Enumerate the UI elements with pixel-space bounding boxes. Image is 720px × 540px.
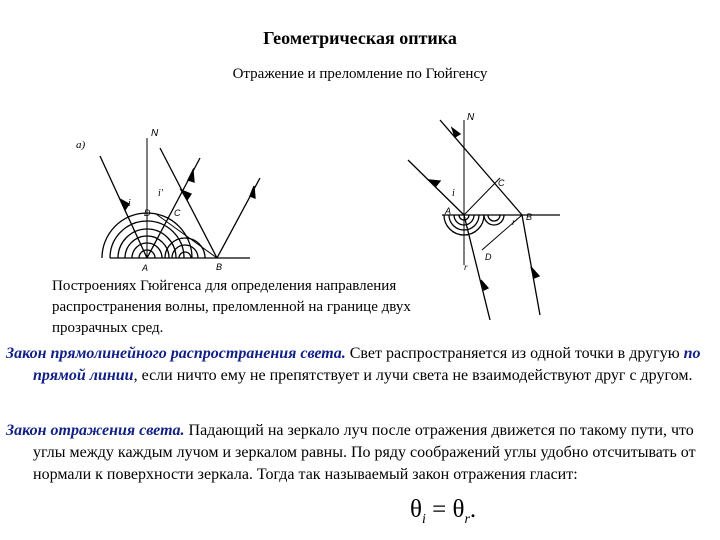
label-r: r xyxy=(464,262,468,272)
reflection-formula: $\theta_i = \theta_r$. xyxy=(410,496,477,527)
paragraph-text: Падающий на зеркало луч после отражения движется по такому пути, что углы между каждым лучом и зеркалом равны. По ряду соображений углы удобно отсчитывать от нормали к поверхности зеркала. Тогда так называемый закон отражения гласит: xyxy=(33,422,696,483)
label-c: C xyxy=(498,178,505,188)
panel-label: а) xyxy=(76,139,86,151)
label-n: N xyxy=(151,128,159,139)
label-i-prime: i' xyxy=(158,188,163,199)
label-d: D xyxy=(144,208,151,218)
page-title: Геометрическая оптика xyxy=(263,28,457,48)
paragraph-rectilinear xyxy=(6,343,714,387)
paragraph-lead: Закон прямолинейного распространения света. xyxy=(6,345,346,362)
paragraph-text: , если ничто ему не препятствует и лучи света не взаимодействуют друг с другом. xyxy=(133,367,693,384)
label-n: N xyxy=(467,112,475,123)
paragraph-text: Свет распространяется из одной точки в другую xyxy=(345,345,684,362)
label-d: D xyxy=(485,252,492,262)
reflection-diagram xyxy=(70,118,270,276)
label-c: C xyxy=(174,208,181,218)
page-subtitle: Отражение и преломление по Гюйгенсу xyxy=(232,66,488,82)
paragraph-reflection xyxy=(6,420,714,486)
label-b: B xyxy=(216,262,223,272)
paragraph-emphasis: по прямой линии xyxy=(33,345,701,384)
label-r-prime: r' xyxy=(512,217,518,227)
paragraph-lead: Закон отражения света. xyxy=(6,422,185,439)
label-i: i xyxy=(452,188,455,199)
label-a: A xyxy=(445,206,452,216)
figure-caption: Построениях Гюйгенса для определения направления распространения волны, преломленной на границе двух прозрачных сред. xyxy=(52,278,411,336)
label-b: B xyxy=(526,212,533,222)
label-i: i xyxy=(128,198,131,209)
label-a: A xyxy=(142,263,149,273)
